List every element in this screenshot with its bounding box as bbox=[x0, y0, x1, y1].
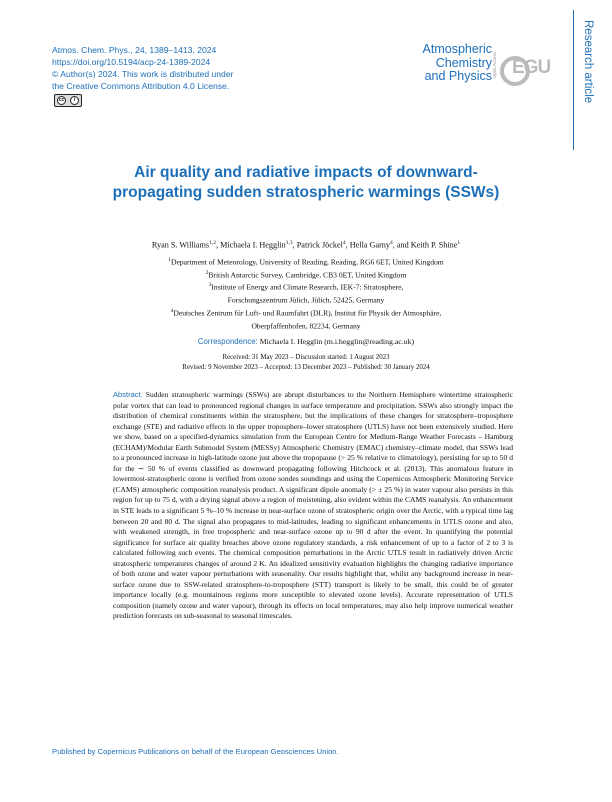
dates-line-1: Received: 31 May 2023 – Discussion started: 1 August 2023 bbox=[222, 354, 390, 361]
affiliation: $^1$Department of Meteorology, University of Reading, Reading, RG6 6ET, United Kingdom bbox=[168, 257, 444, 267]
article-title: Air quality and radiative impacts of downward-propagating sudden stratospheric warmings (SSWs) bbox=[112, 164, 500, 201]
egu-logo-text: EGU bbox=[512, 57, 551, 78]
article-type-label: Research article bbox=[582, 20, 594, 104]
correspondence bbox=[60, 337, 552, 346]
doi-link[interactable]: https://doi.org/10.5194/acp-24-1389-2024 bbox=[52, 57, 211, 67]
copyright-line: © Author(s) 2024. This work is distributed under bbox=[52, 69, 234, 79]
abstract-label: Abstract. bbox=[113, 390, 143, 399]
by-icon: i bbox=[70, 96, 79, 105]
cc-license-badge-icon[interactable]: cc i bbox=[54, 94, 82, 107]
affiliation: Oberpfaffenhofen, 82234, Germany bbox=[251, 321, 361, 331]
affiliation: Forschungszentrum Jülich, Jülich, 52425, Germany bbox=[227, 295, 385, 305]
affiliation: $^3$Institute of Energy and Climate Research, IEK-7: Stratosphere, bbox=[208, 282, 404, 292]
author: Keith P. Shine bbox=[410, 240, 458, 250]
author: Hella Garny bbox=[349, 240, 390, 250]
author: Michaela I. Hegglin bbox=[220, 240, 286, 250]
dates-line-2: Revised: 9 November 2023 – Accepted: 13 December 2023 – Published: 30 January 2024 bbox=[182, 364, 430, 371]
citation-block bbox=[52, 44, 342, 92]
journal-logo bbox=[400, 43, 492, 84]
author: Patrick Jöckel bbox=[296, 240, 343, 250]
journal-name-line1: Atmospheric bbox=[422, 42, 492, 56]
affiliation-list bbox=[60, 255, 552, 331]
affiliation: $^2$British Antarctic Survey, Cambridge, CB3 0ET, United Kingdom bbox=[205, 269, 407, 280]
author-list: Ryan S. Williams$^{1,2}$, Michaela I. Hegglin$^{1,3}$, Patrick Jöckel$^4$, Hella Garny$^4$, and Keith P. Shine$^1$ bbox=[151, 240, 461, 250]
publisher-footer: Published by Copernicus Publications on behalf of the European Geosciences Union. bbox=[52, 747, 339, 756]
open-access-label: Open Access bbox=[492, 52, 497, 79]
author: Ryan S. Williams bbox=[151, 240, 210, 250]
affiliation: $^4$Deutsches Zentrum für Luft- und Raumfahrt (DLR), Institut für Physik der Atmosphäre, bbox=[170, 307, 442, 318]
abstract bbox=[113, 390, 513, 622]
journal-name-line3: and Physics bbox=[424, 69, 492, 83]
correspondence-label: Correspondence: bbox=[197, 337, 258, 346]
correspondence-text[interactable]: Michaela I. Hegglin (m.i.hegglin@reading.ac.uk) bbox=[259, 337, 415, 346]
journal-name-line2: Chemistry bbox=[435, 55, 492, 70]
citation-line: Atmos. Chem. Phys., 24, 1389–1413, 2024 bbox=[52, 45, 217, 55]
abstract-text: Sudden stratospheric warmings (SSWs) are abrupt disturbances to the Northern Hemisphere wintertime stratospheric polar vortex that can lead to pronounced regional changes in surface temperature and precipitation. SSWs also strongly impact the distribution of chemical constituents within the stratosphere, but the implications of these changes for stratosphere–troposphere exchange (STE) and radiative effects in the upper troposphere–lower stratosphere (UTLS) have not been extensively studied. Here we show, based on a specified-dynamics simulation from the European Centre for Medium-Range Weather Forecasts – Hamburg (ECHAM)/Modular Earth Submodel System (MESSy) Atmospheric Chemistry (EMAC) chemistry–climate model, that SSWs lead to a pronounced increase in high-latitude ozone just above the tropopause (> 25 % relative to climatology), persisting for up to 50 d for the ∼ 50 % of events classified as downward propagating following Hitchcock et al. (2013). This anomalous feature in lowermost-stratospheric ozone is verified from ozone sondes soundings and using the Copernicus Atmospheric Monitoring Service (CAMS) atmospheric composition reanalysis product. A significant dipole anomaly (> ± 25 %) in water vapour also persists in this region for up to 75 d, with a drying signal above a region of moistening, also evident within the CAMS reanalysis. An enhancement in STE leads to a significant 5 %–10 % increase in near-surface ozone of stratospheric origin over the Arctic, with a typical time lag between 20 and 80 d. The signal also propagates to mid-latitudes, leading to significant enhancements in UTLS ozone and also, with weakened strength, in free tropospheric and near-surface ozone up to 90 d after the event. In quantifying the potential significance for surface air quality breaches above ozone regulatory standards, a risk enhancement of up to a factor of 2 to 3 is calculated following such events. The chemical composition perturbations in the Arctic UTLS result in radiatively driven Arctic stratospheric temperatures changes of around 2 K. An idealized sensitivity evaluation highlights the changing radiative importance of both ozone and water vapour perturbations with seasonality. Our results highlight that, whilst any background increase in near-surface ozone due to SSW-related stratosphere-to-troposphere (STT) transport is likely to be small, this could be of greater importance locally (e.g. mountainous regions more susceptible to elevated ozone levels). Accurate representation of UTLS composition (namely ozone and water vapour), through its effects on local temperatures, may also help improve numerical weather prediction forecasts on sub-seasonal to seasonal timescales. bbox=[113, 390, 513, 621]
license-line[interactable]: the Creative Commons Attribution 4.0 License. bbox=[52, 81, 230, 91]
